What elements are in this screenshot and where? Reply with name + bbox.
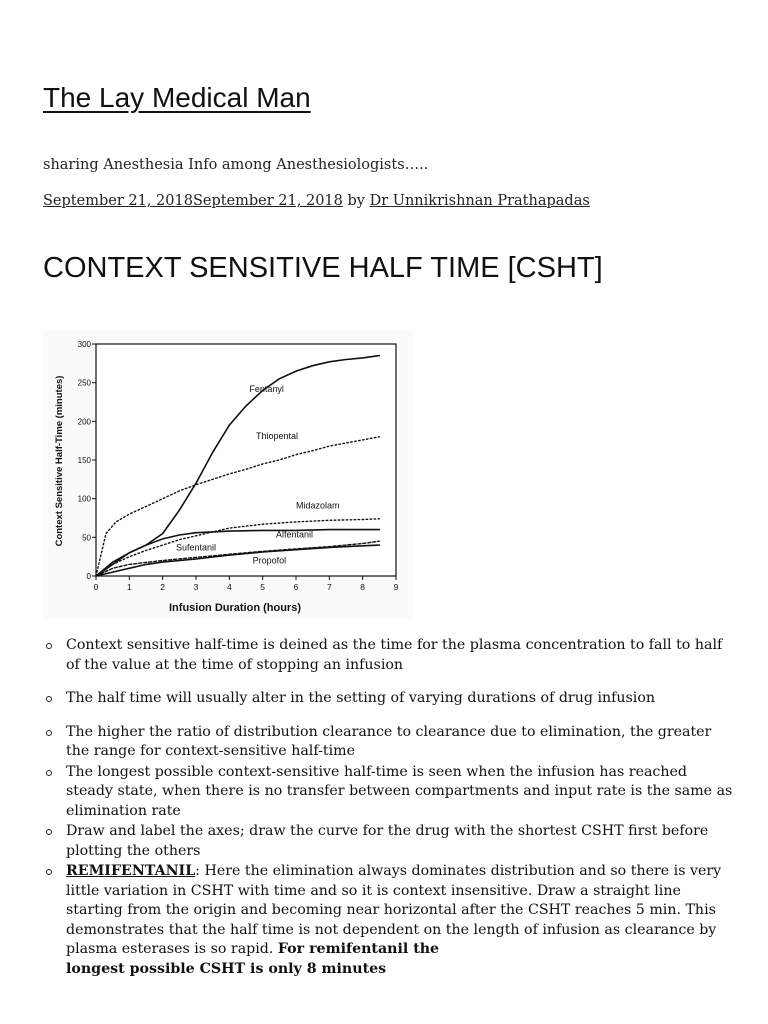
x-axis-label: Infusion Duration (hours)	[169, 602, 301, 614]
list-item	[43, 822, 733, 861]
x-tick-label: 8	[360, 582, 366, 592]
y-tick-label: 50	[82, 533, 91, 543]
series-label-fentanyl: Fentanyl	[249, 383, 284, 394]
list-item	[43, 723, 733, 762]
x-tick-label: 3	[193, 582, 199, 592]
bullet-icon	[46, 696, 52, 702]
y-tick-label: 250	[77, 378, 91, 388]
bullet-icon	[46, 730, 52, 736]
series-label-sufentanil: Sufentanil	[176, 542, 217, 553]
series-label-thiopental: Thiopental	[256, 431, 299, 442]
x-tick-label: 4	[226, 582, 232, 592]
remifentanil-bold-2: longest possible CSHT is only 8 minutes	[66, 960, 387, 977]
site-title-link[interactable]: The Lay Medical Man	[43, 82, 311, 113]
list-item-text: The longest possible context-sensitive half-time is seen when the infusion has reached steady state, when there is no transfer between compartments and input rate is the same as elimination rate	[66, 763, 733, 819]
bullet-icon	[46, 829, 52, 835]
series-label-propofol: Propofol	[252, 555, 287, 566]
x-tick-label: 5	[260, 582, 266, 592]
list-item-text: Draw and label the axes; draw the curve for the drug with the shortest CSHT first before plotting the others	[66, 823, 709, 859]
list-item-text: The half time will usually alter in the setting of varying durations of drug infusion	[66, 690, 656, 706]
list-item-text: Context sensitive half-time is deined as the time for the plasma concentration to fall to half of the value at the time of stopping an infusion	[66, 637, 723, 673]
x-tick-label: 2	[160, 582, 166, 592]
list-item-text: The higher the ratio of distribution clearance to clearance due to elimination, the greater the range for context-sensitive half-time	[66, 723, 712, 759]
bullet-icon	[46, 770, 52, 776]
y-tick-label: 100	[77, 494, 91, 504]
series-label-alfentanil: Alfentanil	[276, 529, 314, 540]
y-tick-label: 150	[77, 456, 91, 465]
post-meta	[43, 193, 590, 209]
remifentanil-text: : Here the elimination always dominates distribution and so there is very little variation in CSHT with time and so it is context insensitive. Draw a straight line starting from the origin and becoming near horizontal after the CSHT reaches 5 min. This demonstrates that the half time is not dependent on the length of infusion as clearance by plasma esterases is so rapid.	[66, 863, 722, 957]
remifentanil-bold-1: For remifentanil the	[277, 941, 440, 957]
y-tick-label: 0	[86, 572, 91, 581]
notes-list	[43, 636, 733, 979]
y-axis-label: Context Sensitive Half-Time (minutes)	[54, 375, 65, 547]
post-title: CONTEXT SENSITIVE HALF TIME [CSHT]	[43, 252, 603, 284]
csht-chart-image	[43, 330, 413, 618]
x-tick-label: 1	[126, 582, 132, 592]
csht-chart	[43, 330, 413, 618]
y-tick-label: 200	[77, 417, 91, 427]
published-date-link[interactable]	[43, 193, 343, 209]
bullet-icon	[46, 643, 52, 649]
remifentanil-term: REMIFENTANIL	[66, 863, 196, 879]
plot-area	[96, 344, 396, 576]
y-tick-label: 300	[77, 340, 91, 349]
list-item-remifentanil	[43, 862, 733, 979]
published-date: September 21, 2018	[43, 193, 193, 209]
by-label: by	[347, 193, 365, 209]
list-item	[43, 763, 733, 822]
x-tick-label: 0	[93, 582, 99, 592]
author-link[interactable]: Dr Unnikrishnan Prathapadas	[369, 193, 590, 209]
list-item	[43, 636, 733, 675]
x-tick-label: 9	[393, 582, 399, 592]
updated-date: September 21, 2018	[192, 193, 343, 209]
series-label-midazolam: Midazolam	[296, 500, 340, 511]
bullet-icon	[46, 869, 52, 875]
site-tagline: sharing Anesthesia Info among Anesthesiologists…..	[43, 157, 429, 173]
list-item	[43, 689, 733, 709]
x-tick-label: 6	[293, 582, 299, 592]
x-tick-label: 7	[326, 582, 332, 592]
